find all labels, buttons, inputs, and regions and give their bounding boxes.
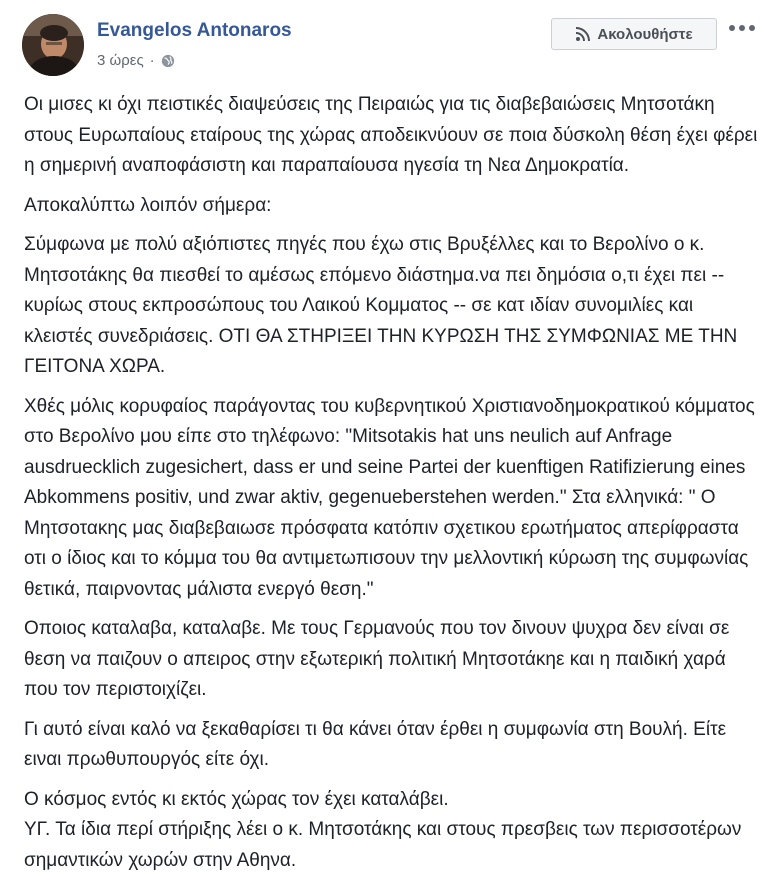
post-paragraph-6: Γι αυτό είναι καλό να ξεκαθαρίσει τι θα κάνει όταν έρθει η συμφωνία στη Βουλή. Είτε ειναι πρωθυπουργός είτε όχι. bbox=[24, 718, 727, 770]
post-paragraph-2: Αποκαλύπτω λοιπόν σήμερα: bbox=[24, 194, 272, 216]
post-header bbox=[0, 0, 770, 90]
rss-icon bbox=[575, 26, 591, 42]
more-dots-icon bbox=[728, 24, 756, 32]
more-options-button[interactable] bbox=[726, 16, 758, 40]
author-name[interactable]: Evangelos Antonaros bbox=[97, 20, 292, 41]
post-paragraph-7 bbox=[24, 785, 764, 877]
post-paragraph-5: Οποιος καταλαβα, καταλαβε. Με τους Γερμανούς που τον δινουν ψυχρα δεν είναι σε θεση να παιζουν ο απειρος στην εξωτερική πολιτική Μητσοτάκηε και η παιδική χαρά που τον περιστοιχίζει. bbox=[24, 618, 730, 700]
post-meta bbox=[97, 52, 175, 69]
follow-button-label: Ακολουθήστε bbox=[597, 25, 693, 43]
post-postscript: ΥΓ. Τα ίδια περί στήριξης λέει ο κ. Μητσοτάκης και στους πρεσβεις των περισσοτέρων σημαντικών χωρών στην Αθηνα. bbox=[24, 819, 742, 871]
timestamp[interactable]: 3 ώρες bbox=[97, 52, 144, 69]
post-paragraph-3: Σύμφωνα με πολύ αξιόπιστες πηγές που έχω στις Βρυξέλλες και το Βερολίνο ο κ. Μητσοτάκης θα πιεσθεί το αμέσως επόμενο διάστημα.να πει δημόσια ο,τι έχει πει -- κυρίως στους εκπροσώπους του Λαικού Κομματος -- σε κατ ιδίαν συνομιλίες και κλειστές συνεδριάσεις. ΟΤΙ ΘΑ ΣΤΗΡΙΞΕΙ ΤΗΝ ΚΥΡΩΣΗ ΤΗΣ ΣΥΜΦΩΝΙΑΣ ΜΕ ΤΗΝ ΓΕΙΤΟΝΑ ΧΩΡΑ. bbox=[24, 234, 738, 377]
meta-separator: · bbox=[149, 52, 155, 69]
avatar-photo bbox=[22, 14, 84, 76]
post-paragraph-1: Οι μισες κι όχι πειστικές διαψεύσεις της Πειραιώς για τις διαβεβαιώσεις Μητσοτάκη στους Ευρωπαίους εταίρους της χώρας αποδεικνύουν σε ποια δύσκολη θέση έχει φέρει η σημερινή αναποφάσιστη και παραπαίουσα ηγεσία τη Νεα Δημοκρατία. bbox=[24, 94, 758, 176]
post-paragraph-4: Χθές μόλις κορυφαίος παράγοντας του κυβερνητικού Χριστιανοδημοκρατικού κόμματος στο Βερολίνο μου είπε στο τηλέφωνο: "Mitsotakis hat uns neulich auf Anfrage ausdruecklich zugesichert, dass er und seine Partei der kuenftigen Ratifizierung eines Abkommens positiv, und zwar aktiv, gegenueberstehen werden." Στα ελληνικά: " Ο Μητσοτακης μας διαβεβαιωσε πρόσφατα κατόπιν σχετικου ερωτήματος απερίφραστα οτι ο ίδιος και το κόμμα του θα αντιμετωπισουν την μελλοντική κύρωση της συμφωνίας θετικά, παιρνοντας μάλιστα ενεργό θεση." bbox=[24, 395, 755, 600]
globe-icon[interactable] bbox=[161, 54, 175, 68]
post-body bbox=[24, 90, 764, 876]
post-line: Ο κόσμος εντός κι εκτός χώρας τον έχει καταλάβει. bbox=[24, 788, 449, 810]
follow-button[interactable] bbox=[551, 18, 717, 50]
avatar[interactable] bbox=[22, 14, 84, 76]
